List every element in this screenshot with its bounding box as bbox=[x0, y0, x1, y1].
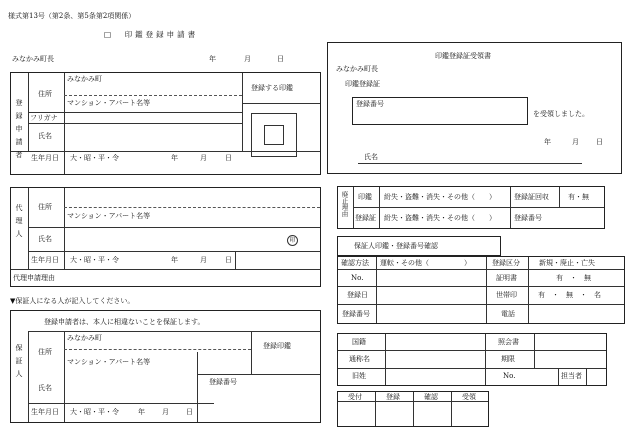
receipt-name-label: 氏名 bbox=[364, 153, 378, 161]
household-label: 世帯印 bbox=[496, 291, 517, 299]
receipt-day: 日 bbox=[596, 138, 603, 146]
confirm-method-value: 運転・その他（ ） bbox=[380, 259, 471, 267]
office-section bbox=[337, 256, 625, 324]
cert-label: 証明書 bbox=[496, 274, 517, 282]
guarantor-town: みなかみ町 bbox=[67, 334, 102, 342]
receipt-section bbox=[327, 42, 622, 174]
abolition-reg-no-label: 登録番号 bbox=[514, 214, 542, 222]
abolition-reasons-row1: 紛失・盗難・消失・その他（ ） bbox=[384, 193, 496, 201]
receipt-month: 月 bbox=[572, 138, 579, 146]
agent-mansion: マンション・アパート名等 bbox=[67, 212, 151, 220]
receipt-cert-label: 印鑑登録証 bbox=[345, 80, 380, 88]
form-title: □ 印鑑登録申請書 bbox=[104, 30, 199, 39]
stamp-receipt-label: 受領 bbox=[462, 393, 476, 401]
agent-address-label: 住所 bbox=[38, 203, 52, 211]
receipt-reg-no-box bbox=[352, 97, 528, 125]
registrant-mansion: マンション・アパート名等 bbox=[67, 99, 151, 107]
guarantor-note: ▼保証人になる人が記入してください。 bbox=[10, 297, 135, 305]
stamp-reception-label: 受付 bbox=[348, 393, 362, 401]
agent-era: 大・昭・平・令 bbox=[70, 256, 119, 264]
guarantor-check-box bbox=[337, 236, 501, 256]
agent-birth-month: 月 bbox=[200, 256, 207, 264]
staff-label: 担当者 bbox=[561, 372, 582, 380]
receipt-received-text: を受領しました。 bbox=[533, 110, 589, 118]
registrant-section-label: 登録申請者 bbox=[15, 99, 23, 164]
stamp-boxes bbox=[337, 391, 489, 427]
agent-section bbox=[10, 187, 321, 287]
date-year-label: 年 bbox=[209, 55, 216, 63]
guarantor-section bbox=[10, 310, 321, 423]
guarantor-mansion: マンション・アパート名等 bbox=[67, 358, 151, 366]
office-reg-no-label: 登録番号 bbox=[342, 310, 370, 318]
seal-square bbox=[264, 125, 284, 145]
guarantor-name-label: 氏名 bbox=[38, 384, 52, 392]
guarantor-statement: 登録申請者は、本人に相違ないことを保証します。 bbox=[44, 318, 205, 326]
confirm-method-label: 確認方法 bbox=[341, 259, 369, 267]
addressee: みなかみ町長 bbox=[12, 55, 54, 63]
agent-birth-year: 年 bbox=[171, 256, 178, 264]
old-name-label: 旧姓 bbox=[352, 372, 366, 380]
nationality-label: 国籍 bbox=[352, 338, 366, 346]
agent-reason-label: 代理申請理由 bbox=[13, 274, 55, 282]
reg-type-label: 登録区分 bbox=[492, 259, 520, 267]
guarantor-birth-day: 日 bbox=[186, 408, 193, 416]
agent-birth-day: 日 bbox=[225, 256, 232, 264]
household-value: 有 ・ 無 ・ 名 bbox=[538, 291, 601, 299]
agent-name-label: 氏名 bbox=[38, 235, 52, 243]
guarantor-section-label: 保証人 bbox=[15, 344, 23, 383]
receipt-year: 年 bbox=[544, 138, 551, 146]
registrant-address-label: 住所 bbox=[38, 90, 52, 98]
agent-birth-label: 生年月日 bbox=[31, 256, 59, 264]
abolition-row2-label: 登録証 bbox=[355, 214, 376, 222]
inquiry-label: 照会書 bbox=[498, 338, 519, 346]
office-no-label: No. bbox=[351, 274, 364, 282]
stamp-registration-label: 登録 bbox=[386, 393, 400, 401]
registrant-section bbox=[10, 72, 321, 175]
registrant-furigana-label: フリガナ bbox=[30, 114, 58, 122]
agent-section-label: 代理人 bbox=[15, 204, 23, 243]
guarantor-era: 大・昭・平・令 bbox=[70, 408, 119, 416]
stamp-confirmation-label: 確認 bbox=[424, 393, 438, 401]
registrant-birth-day: 日 bbox=[225, 154, 232, 162]
guarantor-address-label: 住所 bbox=[38, 348, 52, 356]
registrant-town: みなかみ町 bbox=[67, 75, 102, 83]
receipt-addressee: みなかみ町長 bbox=[336, 65, 378, 73]
abolition-section bbox=[337, 186, 605, 229]
guarantor-seal-label: 登録印鑑 bbox=[263, 342, 291, 350]
guarantor-birth-month: 月 bbox=[162, 408, 169, 416]
registrant-birth-year: 年 bbox=[171, 154, 178, 162]
guarantor-birth-label: 生年月日 bbox=[31, 408, 59, 416]
cert-value: 有 ・ 無 bbox=[556, 274, 591, 282]
form-number: 様式第13号（第2条、第5条第2項関係） bbox=[8, 12, 136, 20]
abolition-recovery-value: 有・無 bbox=[568, 193, 589, 201]
abolition-row1-label: 印鑑 bbox=[358, 193, 372, 201]
registrant-name-label: 氏名 bbox=[38, 132, 52, 140]
receipt-title: 印鑑登録証受領書 bbox=[435, 52, 491, 60]
abolition-section-label: 廃止理由 bbox=[340, 191, 349, 217]
reg-date-label: 登録日 bbox=[347, 291, 368, 299]
date-month-label: 月 bbox=[244, 55, 251, 63]
guarantor-birth-year: 年 bbox=[138, 408, 145, 416]
receipt-reg-no-label: 登録番号 bbox=[356, 100, 384, 108]
guarantor-check-label: 保証人印鑑・登録番号確認 bbox=[354, 242, 438, 250]
registrant-era: 大・昭・平・令 bbox=[70, 154, 119, 162]
seal-mark-icon: 印 bbox=[287, 235, 298, 246]
nationality-section bbox=[337, 333, 607, 386]
guarantor-reg-no-label: 登録番号 bbox=[209, 378, 237, 386]
reg-type-value: 新規・廃止・亡失 bbox=[539, 259, 595, 267]
registrant-seal-box bbox=[251, 113, 297, 157]
period-label: 期限 bbox=[501, 355, 515, 363]
date-day-label: 日 bbox=[277, 55, 284, 63]
registrant-birth-label: 生年月日 bbox=[31, 154, 59, 162]
abolition-recovery-label: 登録証回収 bbox=[514, 193, 549, 201]
abolition-reasons-row2: 紛失・盗難・消失・その他（ ） bbox=[384, 214, 496, 222]
phone-label: 電話 bbox=[501, 310, 515, 318]
common-name-label: 通称名 bbox=[349, 355, 370, 363]
office-no2-label: No. bbox=[503, 372, 516, 380]
registrant-seal-label: 登録する印鑑 bbox=[251, 84, 293, 92]
registrant-birth-month: 月 bbox=[200, 154, 207, 162]
